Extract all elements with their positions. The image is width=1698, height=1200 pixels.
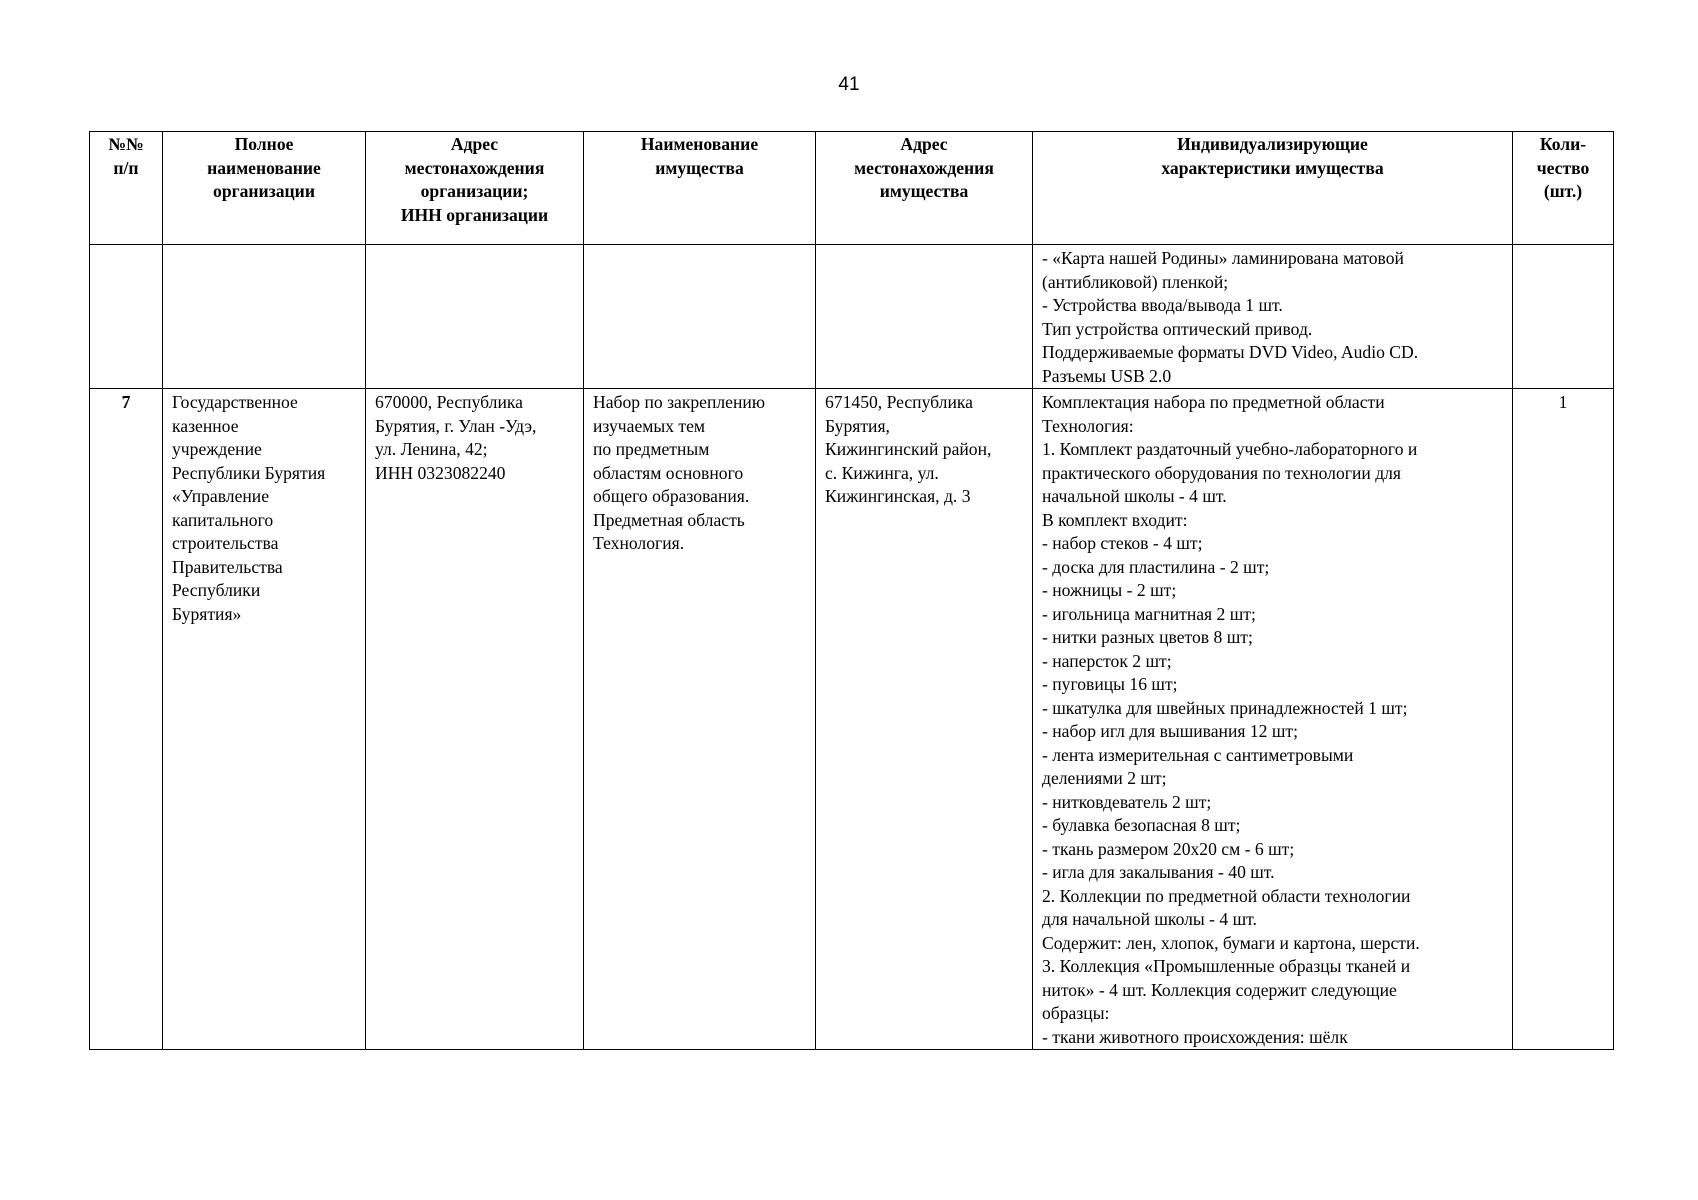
- cell-property-name: [584, 245, 816, 389]
- text-line: 2. Коллекции по предметной области технологии: [1042, 885, 1411, 906]
- text-line: - набор стеков - 4 шт;: [1042, 533, 1203, 553]
- page-number: 41: [838, 74, 860, 95]
- table-row: [90, 389, 1614, 1050]
- text-line: 3. Коллекция «Промышленные образцы тканей и: [1042, 956, 1411, 976]
- text-line: Полное: [234, 134, 294, 154]
- text-line: Коли-: [1539, 134, 1587, 154]
- text-line: Адрес: [900, 134, 948, 154]
- cell-quantity: 1: [1513, 389, 1614, 1050]
- cell-number: [90, 245, 163, 389]
- text-line: (шт.): [1543, 181, 1583, 201]
- cell-property-name: [584, 389, 816, 1050]
- text-line: - «Карта нашей Родины» ламинирована матовой: [1042, 248, 1404, 268]
- text-line: - булавка безопасная 8 шт;: [1042, 815, 1241, 835]
- text-line: 670000, Республика: [375, 392, 523, 412]
- cell-org-address: [366, 389, 584, 1050]
- text-line: Технология.: [593, 533, 685, 553]
- text-line: - набор игл для вышивания 12 шт;: [1042, 721, 1298, 741]
- text-line: - ножницы - 2 шт;: [1042, 580, 1177, 600]
- text-line: для начальной школы - 4 шт.: [1042, 909, 1257, 929]
- header-property-address: [816, 132, 1033, 245]
- text-line: Кижингинская, д. 3: [825, 486, 971, 506]
- text-line: - лента измерительная с сантиметровыми: [1042, 744, 1354, 765]
- text-line: Республики Бурятия: [172, 462, 326, 483]
- cell-org-address: [366, 245, 584, 389]
- cell-organization: [163, 245, 366, 389]
- text-line: Содержит: лен, хлопок, бумаги и картона, шерсти.: [1042, 932, 1420, 953]
- text-line: по предметным: [593, 439, 710, 459]
- text-line: Правительства: [172, 556, 283, 577]
- text-line: - нитки разных цветов 8 шт;: [1042, 627, 1253, 647]
- text-line: «Управление: [172, 486, 270, 506]
- text-line: казенное: [172, 415, 239, 436]
- text-line: Бурятия,: [825, 415, 890, 436]
- text-line: - пуговицы 16 шт;: [1042, 674, 1178, 694]
- text-line: Индивидуализирующие: [1177, 134, 1368, 154]
- text-line: 1. Комплект раздаточный учебно-лабораторного и: [1042, 439, 1418, 459]
- cell-property-address: [816, 245, 1033, 389]
- text-line: - Устройства ввода/вывода 1 шт.: [1042, 295, 1283, 315]
- text-line: Кижингинский район,: [825, 439, 992, 459]
- header-row: [90, 132, 1614, 245]
- text-line: ул. Ленина, 42;: [375, 439, 488, 459]
- text-line: 671450, Республика: [825, 392, 973, 412]
- cell-number: 7: [90, 389, 163, 1050]
- text-line: Адрес: [450, 134, 499, 154]
- text-line: - игольница магнитная 2 шт;: [1042, 603, 1256, 624]
- text-line: образцы:: [1042, 1003, 1110, 1023]
- header-property-name: [584, 132, 816, 245]
- text-line: областям основного: [593, 462, 744, 483]
- text-line: п/п: [113, 157, 139, 178]
- text-line: - игла для закалывания - 40 шт.: [1042, 862, 1275, 882]
- continued-row: [90, 245, 1614, 389]
- text-line: Бурятия, г. Улан -Удэ,: [375, 415, 537, 436]
- text-line: наименование: [207, 157, 321, 178]
- text-line: Предметная область: [593, 509, 745, 530]
- text-line: капитального: [172, 509, 274, 530]
- text-line: Государственное: [172, 392, 298, 412]
- text-line: Наименование: [640, 134, 759, 154]
- header-characteristics: [1033, 132, 1513, 245]
- text-line: - нитковдеватель 2 шт;: [1042, 791, 1212, 812]
- text-line: Набор по закреплению: [593, 392, 765, 412]
- cell-organization: [163, 389, 366, 1050]
- text-line: изучаемых тем: [593, 415, 706, 436]
- text-line: Комплектация набора по предметной области: [1042, 392, 1385, 412]
- text-line: делениями 2 шт;: [1042, 768, 1167, 788]
- text-line: учреждение: [172, 439, 262, 459]
- header-organization-name: [163, 132, 366, 245]
- text-line: практического оборудования по технологии для: [1042, 462, 1402, 483]
- text-line: - доска для пластилина - 2 шт;: [1042, 556, 1270, 577]
- text-line: Бурятия»: [172, 603, 242, 624]
- header-organization-address: [366, 132, 584, 245]
- text-line: местонахождения: [854, 157, 994, 178]
- text-line: ИНН организации: [400, 204, 549, 225]
- text-line: характеристики имущества: [1161, 157, 1384, 178]
- text-line: организации;: [420, 181, 529, 201]
- text-line: имущества: [655, 157, 744, 178]
- header-number: [90, 132, 163, 245]
- cell-characteristics: [1033, 245, 1513, 389]
- property-table: [89, 131, 1614, 1050]
- text-line: общего образования.: [593, 486, 750, 506]
- text-line: чество: [1536, 157, 1590, 178]
- text-line: - ткань размером 20х20 см - 6 шт;: [1042, 838, 1295, 859]
- text-line: начальной школы - 4 шт.: [1042, 486, 1227, 506]
- text-line: организации: [213, 181, 315, 201]
- text-line: В комплект входит:: [1042, 509, 1188, 530]
- text-line: Поддерживаемые форматы DVD Video, Audio CD.: [1042, 342, 1419, 362]
- text-line: - шкатулка для швейных принадлежностей 1 шт;: [1042, 697, 1408, 718]
- text-line: строительства: [172, 533, 279, 553]
- text-line: Тип устройства оптический привод.: [1042, 318, 1313, 339]
- header-quantity: [1513, 132, 1614, 245]
- text-line: - ткани животного происхождения: шёлк: [1042, 1026, 1348, 1047]
- text-line: имущества: [879, 181, 969, 201]
- text-line: ИНН 0323082240: [375, 462, 506, 483]
- text-line: местонахождения: [404, 157, 545, 178]
- text-line: №№: [108, 134, 144, 154]
- text-line: Технология:: [1042, 415, 1134, 436]
- cell-characteristics: [1033, 389, 1513, 1050]
- cell-property-address: [816, 389, 1033, 1050]
- cell-quantity: [1513, 245, 1614, 389]
- text-line: - наперсток 2 шт;: [1042, 650, 1172, 671]
- text-line: с. Кижинга, ул.: [825, 462, 939, 483]
- text-line: (антибликовой) пленкой;: [1042, 271, 1229, 292]
- text-line: Республики: [172, 580, 261, 600]
- text-line: ниток» - 4 шт. Коллекция содержит следующие: [1042, 979, 1397, 1000]
- text-line: Разъемы USB 2.0: [1042, 365, 1172, 386]
